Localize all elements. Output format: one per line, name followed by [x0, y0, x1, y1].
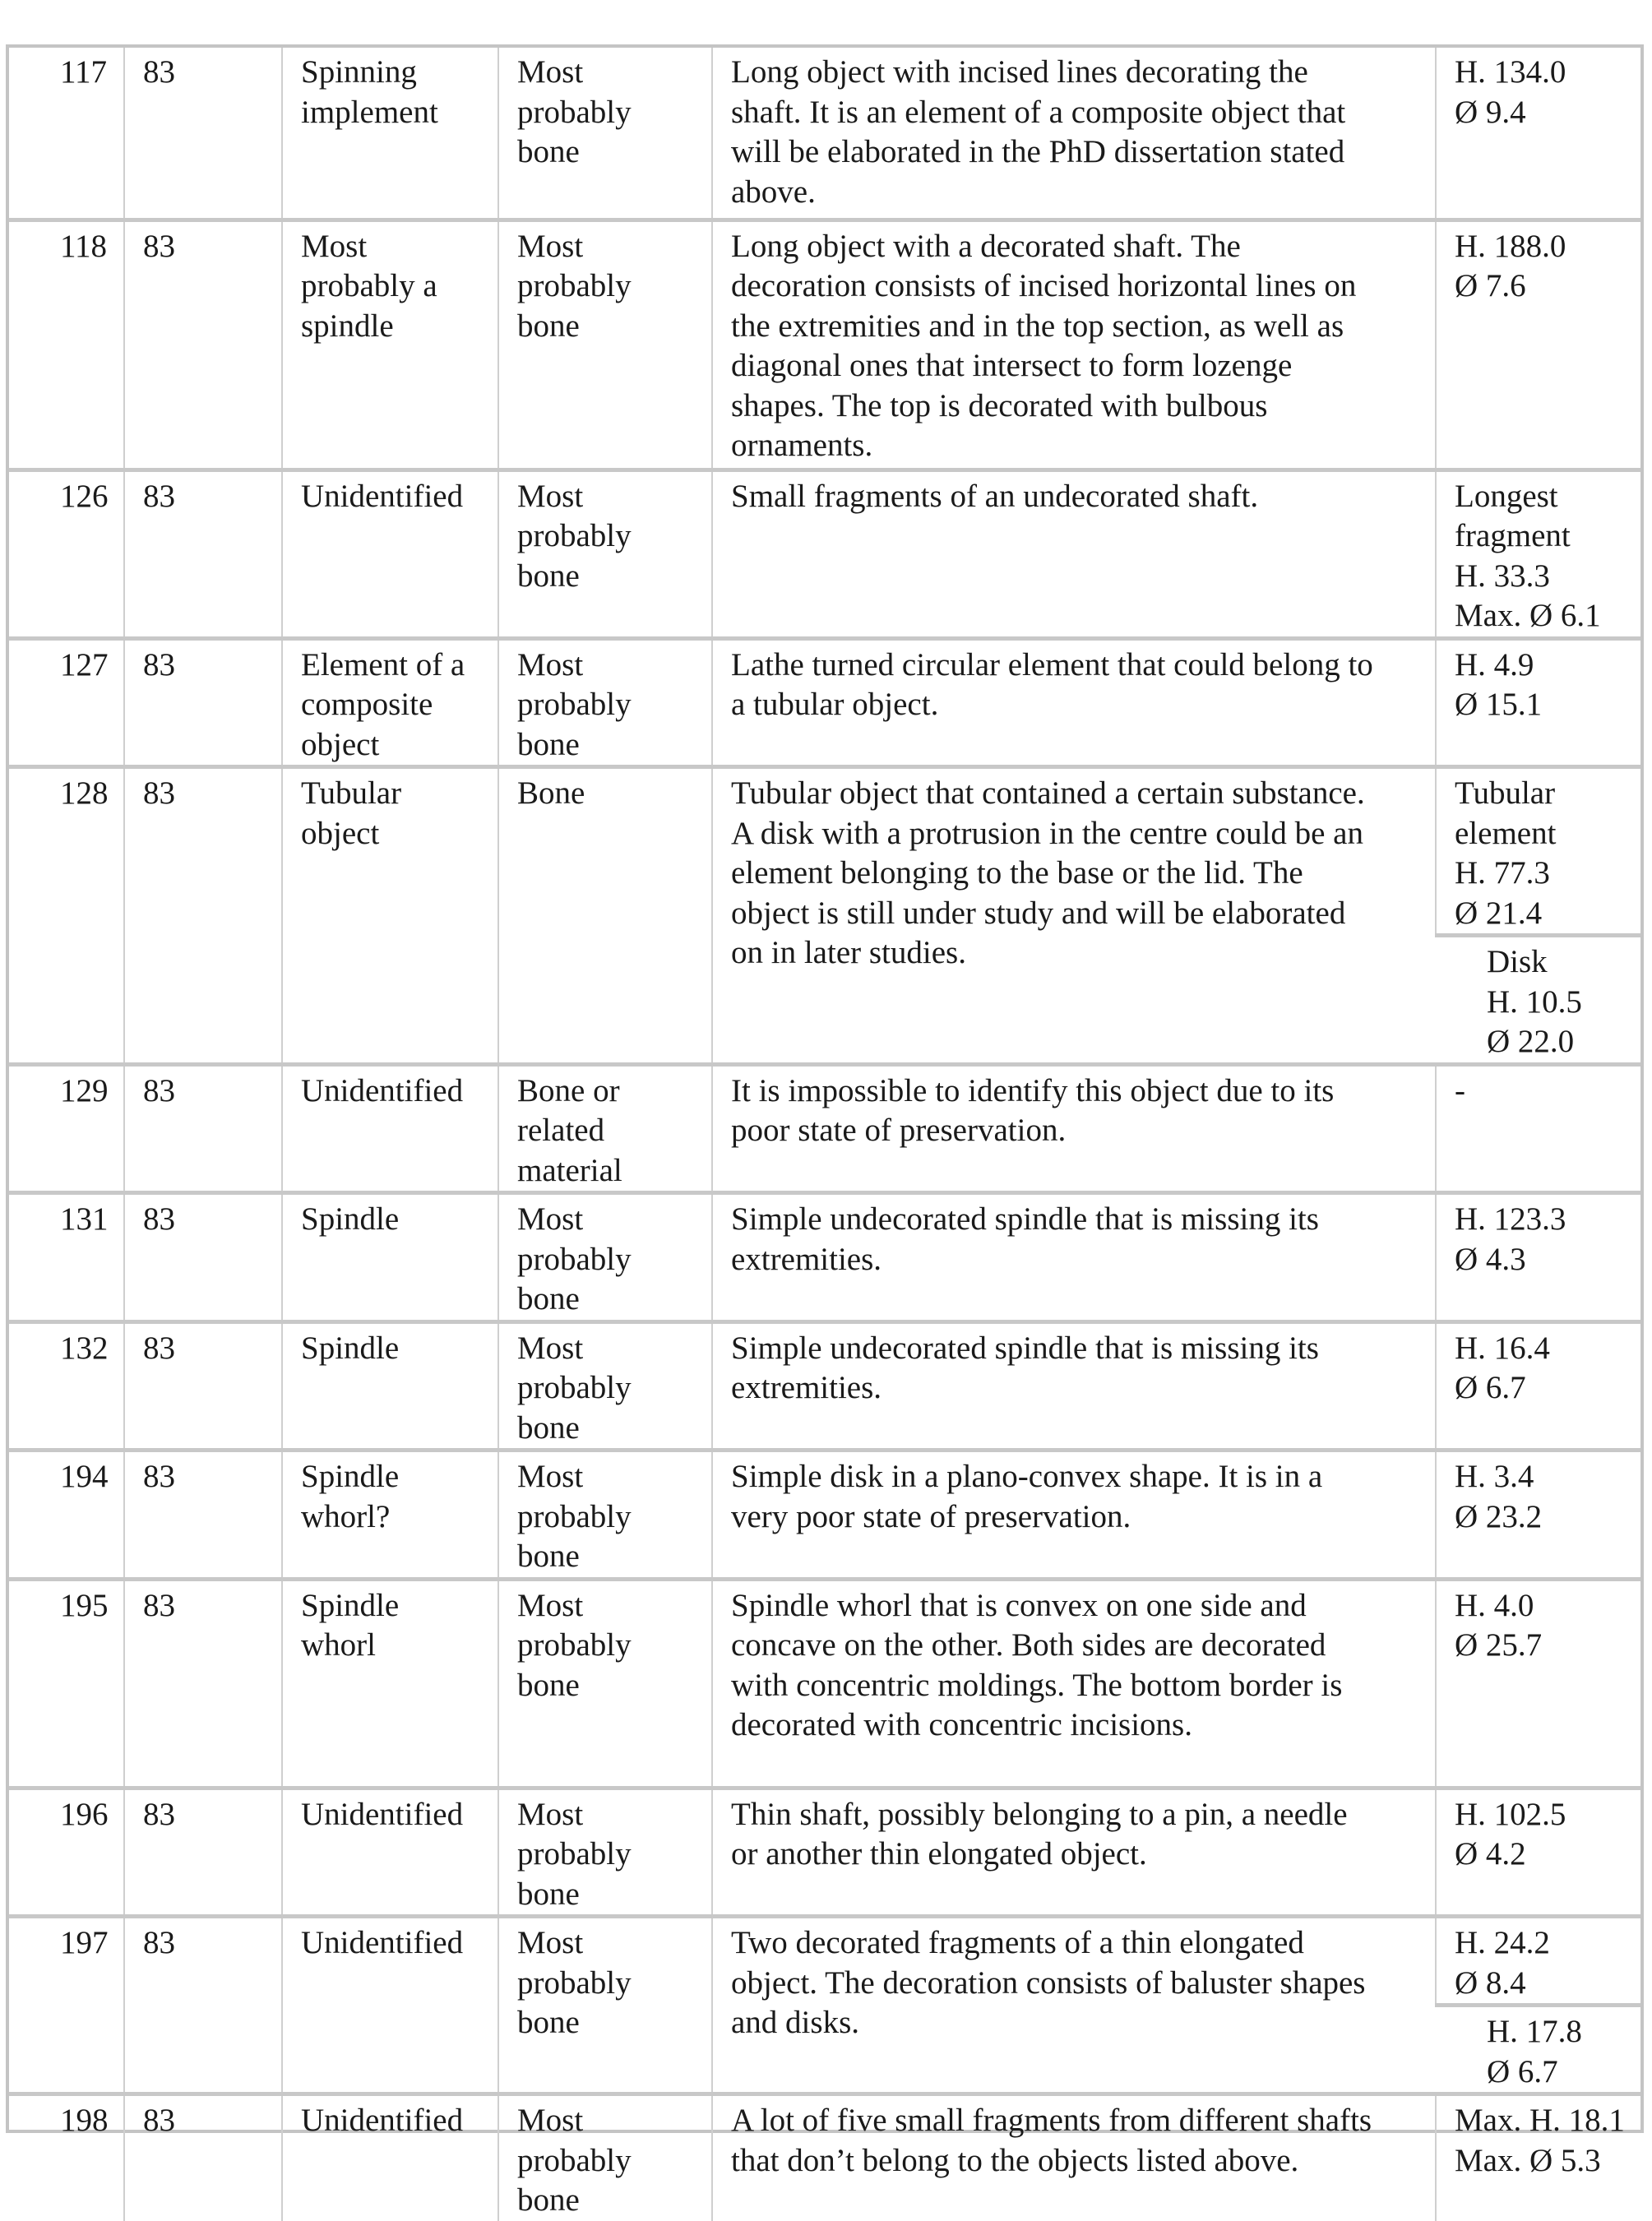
material-cell — [498, 220, 712, 470]
description-line: the extremities and in the top section, as well as — [731, 308, 1344, 344]
catalogue-number-cell: 194 — [9, 1451, 124, 1580]
material-line: probably — [517, 94, 632, 130]
object-type-cell — [282, 1579, 498, 1788]
material-cell — [498, 1579, 712, 1788]
description-line: object is still under study and will be elaborated — [731, 895, 1346, 931]
description-line: Long object with incised lines decorating the — [731, 54, 1308, 90]
description-line: extremities. — [731, 1241, 882, 1277]
catalogue-number-cell: 129 — [9, 1064, 124, 1193]
material-line: bone — [517, 2005, 580, 2040]
type-line: Unidentified — [301, 1796, 464, 1832]
material-line: probably — [517, 1498, 632, 1534]
dimensions-cell — [1436, 638, 1640, 767]
object-type-cell — [282, 1321, 498, 1451]
type-line: Unidentified — [301, 1072, 464, 1108]
table-row — [9, 48, 1640, 220]
description-line: on in later studies. — [731, 935, 966, 970]
dimension-line: Ø 4.3 — [1455, 1241, 1526, 1277]
object-type-cell — [282, 638, 498, 767]
object-type-cell — [282, 767, 498, 1065]
type-line: object — [301, 815, 380, 851]
material-line: Most — [517, 1459, 584, 1494]
table-row — [9, 638, 1640, 767]
table-row — [9, 767, 1640, 936]
material-line: probably — [517, 1964, 632, 2001]
dimension-line: H. 33.3 — [1455, 558, 1550, 594]
material-cell — [498, 1451, 712, 1580]
material-cell — [498, 1193, 712, 1322]
tomb-number-cell: 83 — [124, 1451, 282, 1580]
catalogue-number-cell: 126 — [9, 470, 124, 638]
dimension-line: H. 134.0 — [1455, 54, 1566, 90]
dimension-line: Ø 6.7 — [1455, 1370, 1526, 1405]
dimension-line: H. 4.9 — [1455, 646, 1534, 682]
object-type-cell — [282, 1193, 498, 1322]
description-line: diagonal ones that intersect to form lozenge — [731, 348, 1293, 383]
type-line: Spindle — [301, 1330, 400, 1366]
table-row — [9, 1917, 1640, 2006]
material-line: bone — [517, 308, 580, 344]
dimension-line: Tubular — [1455, 775, 1556, 811]
dimensions-cell — [1436, 48, 1640, 220]
description-line: will be elaborated in the PhD dissertation stated — [731, 134, 1345, 169]
table-row — [9, 470, 1640, 638]
material-line: probably — [517, 1370, 632, 1405]
description-line: above. — [731, 174, 816, 210]
dimension-line: - — [1455, 1072, 1465, 1108]
description-cell — [712, 2094, 1436, 2221]
dimensions-cell — [1436, 1451, 1640, 1580]
type-line: Most — [301, 228, 368, 264]
material-line: Most — [517, 1201, 584, 1237]
tomb-number-cell: 83 — [124, 638, 282, 767]
object-type-cell — [282, 1064, 498, 1193]
description-line: element belonging to the base or the lid. The — [731, 855, 1303, 891]
material-line: bone — [517, 558, 580, 594]
description-line: Small fragments of an undecorated shaft. — [731, 478, 1259, 514]
tomb-number-cell: 83 — [124, 2094, 282, 2221]
material-cell — [498, 2094, 712, 2221]
material-line: material — [517, 1152, 622, 1188]
tomb-number-cell: 83 — [124, 48, 282, 220]
description-line: extremities. — [731, 1370, 882, 1405]
type-line: implement — [301, 94, 438, 130]
tomb-number-cell: 83 — [124, 1193, 282, 1322]
dimensions-cell — [1436, 470, 1640, 638]
object-type-cell — [282, 470, 498, 638]
table-row — [9, 2094, 1640, 2221]
material-line: bone — [517, 1409, 580, 1446]
description-cell — [712, 48, 1436, 220]
description-line: A disk with a protrusion in the centre could be an — [731, 815, 1363, 851]
description-line: Simple disk in a plano-convex shape. It is in a — [731, 1459, 1323, 1494]
material-line: Most — [517, 1796, 584, 1832]
description-line: Simple undecorated spindle that is missing its — [731, 1330, 1319, 1366]
table-row — [9, 1451, 1640, 1580]
description-line: or another thin elongated object. — [731, 1836, 1147, 1872]
dimension-line: H. 4.0 — [1455, 1587, 1534, 1623]
dimension-line: H. 16.4 — [1455, 1330, 1550, 1366]
dimensions-cell — [1436, 1321, 1640, 1451]
dimensions-cell — [1436, 1193, 1640, 1322]
dimension-line: H. 188.0 — [1455, 228, 1566, 264]
description-line: shapes. The top is decorated with bulbous — [731, 387, 1268, 423]
dimension-line: element — [1455, 815, 1557, 851]
type-line: Element of a — [301, 646, 465, 682]
description-line: Long object with a decorated shaft. The — [731, 228, 1241, 264]
dimension-line: H. 17.8 — [1487, 2014, 1582, 2049]
material-line: bone — [517, 1876, 580, 1912]
material-line: bone — [517, 1281, 580, 1316]
description-line: that don’t belong to the objects listed above. — [731, 2142, 1299, 2178]
type-line: Unidentified — [301, 1925, 464, 1960]
material-line: bone — [517, 1539, 580, 1574]
description-cell — [712, 638, 1436, 767]
material-line: bone — [517, 2182, 580, 2218]
table-row — [9, 1321, 1640, 1451]
object-type-cell — [282, 1788, 498, 1917]
material-line: Most — [517, 478, 584, 514]
type-line: Unidentified — [301, 2103, 464, 2138]
material-line: Most — [517, 228, 584, 264]
description-line: very poor state of preservation. — [731, 1498, 1131, 1534]
dimension-line: Ø 15.1 — [1455, 687, 1543, 722]
material-line: Most — [517, 54, 584, 90]
catalogue-table — [9, 48, 1640, 2221]
dimensions-cell — [1436, 220, 1640, 470]
dimension-line: Longest — [1455, 478, 1558, 514]
material-line: probably — [517, 1241, 632, 1277]
dimension-line: H. 3.4 — [1455, 1459, 1534, 1494]
material-cell — [498, 470, 712, 638]
material-cell — [498, 638, 712, 767]
description-line: poor state of preservation. — [731, 1113, 1067, 1148]
material-line: Most — [517, 1587, 584, 1623]
object-type-cell — [282, 220, 498, 470]
type-line: Spindle — [301, 1201, 400, 1237]
description-line: Lathe turned circular element that could belong to — [731, 646, 1373, 682]
description-line: object. The decoration consists of baluster shapes — [731, 1964, 1366, 2001]
description-line: Spindle whorl that is convex on one side and — [731, 1587, 1307, 1623]
material-cell — [498, 1917, 712, 2094]
dimension-line: fragment — [1455, 518, 1571, 553]
description-cell — [712, 1917, 1436, 2094]
description-line: Simple undecorated spindle that is missing its — [731, 1201, 1319, 1237]
catalogue-number-cell: 195 — [9, 1579, 124, 1788]
material-line: Most — [517, 2103, 584, 2138]
material-line: probably — [517, 1627, 632, 1663]
catalogue-table-body — [9, 48, 1640, 2221]
type-line: Tubular — [301, 775, 402, 811]
dimensions-cell — [1436, 1917, 1640, 2006]
material-line: Bone — [517, 775, 585, 811]
description-line: a tubular object. — [731, 687, 939, 722]
material-cell — [498, 1064, 712, 1193]
dimensions-subcell — [1436, 936, 1640, 1065]
description-line: It is impossible to identify this object due to its — [731, 1072, 1335, 1108]
material-cell — [498, 767, 712, 1065]
dimension-line: Ø 9.4 — [1455, 94, 1526, 130]
type-line: whorl? — [301, 1498, 391, 1534]
description-cell — [712, 1579, 1436, 1788]
dimension-line: Ø 22.0 — [1487, 1024, 1575, 1059]
dimension-line: Ø 23.2 — [1455, 1498, 1543, 1534]
material-cell — [498, 1321, 712, 1451]
dimension-line: Max. Ø 5.3 — [1455, 2142, 1601, 2178]
description-line: shaft. It is an element of a composite object that — [731, 94, 1346, 130]
dimension-line: Max. Ø 6.1 — [1455, 598, 1601, 633]
dimension-line: H. 77.3 — [1455, 855, 1550, 891]
material-line: Most — [517, 1330, 584, 1366]
dimensions-cell — [1436, 1579, 1640, 1788]
description-cell — [712, 1451, 1436, 1580]
material-line: related — [517, 1113, 605, 1148]
description-line: with concentric moldings. The bottom border is — [731, 1667, 1343, 1703]
object-type-cell — [282, 2094, 498, 2221]
description-cell — [712, 470, 1436, 638]
tomb-number-cell: 83 — [124, 767, 282, 1065]
tomb-number-cell: 83 — [124, 1064, 282, 1193]
type-line: probably a — [301, 268, 437, 303]
dimensions-cell — [1436, 1788, 1640, 1917]
material-line: probably — [517, 268, 632, 303]
material-line: bone — [517, 134, 580, 169]
dimension-line: H. 123.3 — [1455, 1201, 1566, 1237]
description-line: A lot of five small fragments from different shafts — [731, 2103, 1372, 2138]
type-line: composite — [301, 687, 433, 722]
catalogue-number-cell: 196 — [9, 1788, 124, 1917]
description-line: decorated with concentric incisions. — [731, 1707, 1192, 1742]
object-type-cell — [282, 48, 498, 220]
description-cell — [712, 767, 1436, 1065]
type-line: Spinning — [301, 54, 417, 90]
type-line: Spindle — [301, 1587, 400, 1623]
material-line: probably — [517, 518, 632, 553]
catalogue-number-cell: 131 — [9, 1193, 124, 1322]
description-line: Tubular object that contained a certain substance. — [731, 775, 1365, 811]
type-line: spindle — [301, 308, 394, 344]
dimensions-subcell — [1436, 2006, 1640, 2094]
description-line: ornaments. — [731, 428, 873, 463]
dimensions-cell — [1436, 767, 1640, 936]
material-line: probably — [517, 687, 632, 722]
tomb-number-cell: 83 — [124, 470, 282, 638]
object-type-cell — [282, 1917, 498, 2094]
description-cell — [712, 1321, 1436, 1451]
table-row — [9, 1064, 1640, 1193]
dimension-line: H. 24.2 — [1455, 1925, 1550, 1960]
dimension-line: Ø 4.2 — [1455, 1836, 1526, 1872]
material-line: Bone or — [517, 1072, 620, 1108]
tomb-number-cell: 83 — [124, 1917, 282, 2094]
dimension-line: Disk — [1487, 944, 1548, 979]
material-line: Most — [517, 1925, 584, 1960]
dimension-line: Ø 21.4 — [1455, 895, 1543, 931]
catalogue-number-cell: 197 — [9, 1917, 124, 2094]
tomb-number-cell: 83 — [124, 220, 282, 470]
type-line: whorl — [301, 1627, 376, 1663]
tomb-number-cell: 83 — [124, 1788, 282, 1917]
catalogue-number-cell: 118 — [9, 220, 124, 470]
type-line: Unidentified — [301, 478, 464, 514]
tomb-number-cell: 83 — [124, 1321, 282, 1451]
material-line: Most — [517, 646, 584, 682]
description-cell — [712, 220, 1436, 470]
catalogue-number-cell: 127 — [9, 638, 124, 767]
table-row — [9, 220, 1640, 470]
dimension-line: Ø 8.4 — [1455, 1964, 1526, 2001]
table-row — [9, 1193, 1640, 1322]
material-line: probably — [517, 1836, 632, 1872]
dimensions-cell — [1436, 2094, 1640, 2221]
tomb-number-cell: 83 — [124, 1579, 282, 1788]
dimension-line: H. 102.5 — [1455, 1796, 1566, 1832]
object-type-cell — [282, 1451, 498, 1580]
table-row — [9, 1788, 1640, 1917]
description-line: concave on the other. Both sides are decorated — [731, 1627, 1326, 1663]
table-row — [9, 1579, 1640, 1788]
type-line: Spindle — [301, 1459, 400, 1494]
catalogue-number-cell: 132 — [9, 1321, 124, 1451]
dimension-line: Ø 7.6 — [1455, 268, 1526, 303]
description-line: Thin shaft, possibly belonging to a pin, a needle — [731, 1796, 1348, 1832]
dimension-line: Ø 25.7 — [1455, 1627, 1543, 1663]
description-cell — [712, 1064, 1436, 1193]
material-cell — [498, 48, 712, 220]
catalogue-number-cell: 198 — [9, 2094, 124, 2221]
description-cell — [712, 1193, 1436, 1322]
description-line: Two decorated fragments of a thin elongated — [731, 1925, 1304, 1960]
material-cell — [498, 1788, 712, 1917]
material-line: bone — [517, 726, 580, 762]
dimensions-cell — [1436, 1064, 1640, 1193]
description-line: and disks. — [731, 2005, 859, 2040]
catalogue-number-cell: 128 — [9, 767, 124, 1065]
description-cell — [712, 1788, 1436, 1917]
material-line: bone — [517, 1667, 580, 1703]
type-line: object — [301, 726, 380, 762]
dimension-line: Ø 6.7 — [1487, 2053, 1558, 2089]
material-line: probably — [517, 2142, 632, 2178]
description-line: decoration consists of incised horizontal lines on — [731, 268, 1357, 303]
dimension-line: H. 10.5 — [1487, 983, 1582, 1020]
catalogue-number-cell: 117 — [60, 54, 108, 90]
dimension-line: Max. H. 18.1 — [1455, 2103, 1625, 2138]
